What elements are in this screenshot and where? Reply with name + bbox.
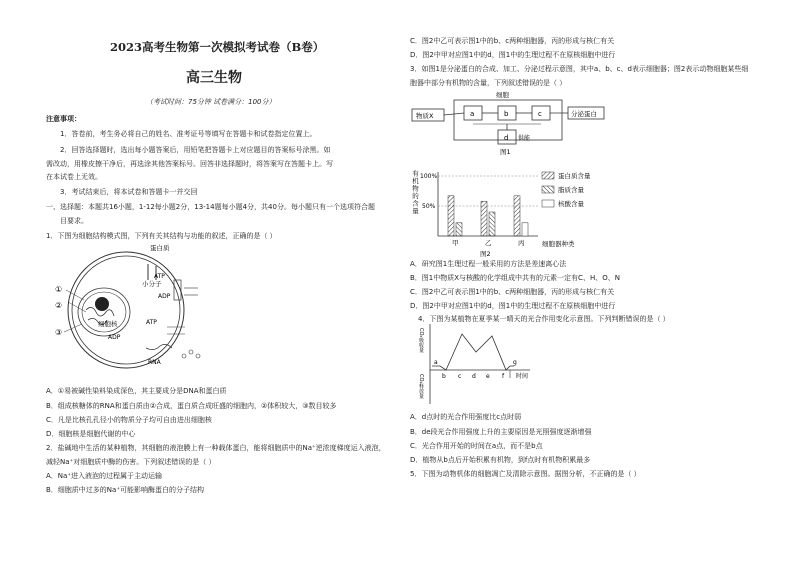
note-2b: 需改动，用橡皮擦干净后，再选涂其他答案标号。回答非选择题时，将答案写在答题卡上。写 bbox=[46, 160, 333, 168]
q4-stem: 4．下图为某植物在夏季某一晴天的光合作用变化示意图。下列判断错误的是（ ） bbox=[418, 315, 670, 323]
q5-stem: 5．下图为动物机体的细胞凋亡及清除示意图。据图分析，不正确的是（ ） bbox=[410, 470, 641, 478]
label-organelle-c: c bbox=[538, 110, 542, 118]
q2-stem-a: 2．盐碱地中生活的某种植物，其细胞的液泡膜上有一种载体蛋白，能将细胞质中的Na⁺逆浓度梯度运入液泡， bbox=[46, 444, 386, 452]
legend-nucleic-acid: 核酸含量 bbox=[558, 200, 584, 208]
q1-option-c: C．凡是比核孔孔径小的物质分子均可自由进出细胞核 bbox=[46, 416, 212, 424]
q3-stem-a: 3．如图1是分泌蛋白的合成、加工、分泌过程示意图，其中a、b、c、d表示细胞器；图2表示动物细胞某些细 bbox=[410, 65, 749, 73]
q3-option-c: C．图2中乙可表示图1中的b、c两种细胞器，丙的形成与核仁有关 bbox=[410, 288, 615, 296]
exam-subtitle: 高三生物 bbox=[186, 70, 242, 86]
q2-option-c: C．图2中乙可表示图1中的b、c两种细胞器，丙的形成与核仁有关 bbox=[410, 37, 615, 45]
bar-1-lipid bbox=[456, 223, 462, 236]
bar-3-protein bbox=[514, 196, 520, 236]
legend-lipid: 脂质含量 bbox=[558, 186, 584, 194]
bar-2-protein bbox=[481, 201, 487, 236]
cell-structure-figure bbox=[46, 240, 236, 370]
chart-xlabel: 细胞器种类 bbox=[542, 240, 575, 248]
section1-b: 目要求。 bbox=[60, 217, 88, 225]
chart-caption: 图2 bbox=[480, 250, 491, 258]
note-3: 3．考试结束后，将本试卷和答题卡一并交回 bbox=[60, 188, 198, 196]
chart-ylabel: 有机物的含量 bbox=[411, 170, 419, 215]
exam-info: （考试时间：75分钟 试卷满分：100分） bbox=[146, 98, 276, 106]
secretion-flow-figure bbox=[410, 88, 610, 158]
label-protein: 蛋白质 bbox=[150, 244, 170, 252]
notes-heading: 注意事项： bbox=[46, 115, 81, 123]
q1-option-d: D．细胞核是细胞代谢的中心 bbox=[46, 430, 136, 438]
point-e: e bbox=[486, 373, 490, 380]
q4-option-a: A．d点时的光合作用强度比c点时弱 bbox=[410, 413, 522, 421]
label-organelle-a: a bbox=[470, 110, 475, 118]
chart-legend bbox=[542, 171, 591, 208]
label-substance-x: 物质X bbox=[416, 112, 434, 120]
label-rna: RNA bbox=[148, 359, 161, 366]
q2-option-b: B．细胞质中过多的Na⁺可能影响酶蛋白的分子结构 bbox=[46, 486, 205, 494]
ytick-50: 50% bbox=[422, 203, 436, 210]
note-1: 1．答卷前，考生务必将自己的姓名、准考证号等填写在答题卡和试卷指定位置上。 bbox=[60, 130, 317, 138]
bar-3-nucleic-acid bbox=[522, 223, 528, 236]
q2-option-a: A．Na⁺进入液泡的过程属于主动运输 bbox=[46, 472, 163, 480]
q3-option-a: A．研究图1生理过程一般采用的方法是差速离心法 bbox=[410, 260, 567, 268]
q2-option-d: D．图2中甲对应图1中的d，图1中的生理过程不在原核细胞中进行 bbox=[410, 51, 616, 59]
q2-stem-b: 减轻Na⁺对细胞质中酶的伤害。下列叙述错误的是（ ） bbox=[46, 458, 216, 466]
label-adp-2: ADP bbox=[108, 334, 121, 341]
label-nucleus: 细胞核 bbox=[98, 320, 118, 328]
point-g: g bbox=[513, 359, 517, 366]
point-f: f bbox=[502, 373, 505, 380]
ytick-100: 100% bbox=[420, 173, 438, 180]
label-cell: 细胞 bbox=[496, 91, 509, 99]
label-energy: 供能 bbox=[518, 135, 531, 142]
label-circle-1: ① bbox=[55, 285, 63, 294]
photosynthesis-curve-figure bbox=[410, 322, 560, 406]
note-2c: 在本试卷上无效。 bbox=[46, 173, 102, 181]
label-atp-2: ATP bbox=[146, 319, 157, 326]
ylabel-co2-release: CO₂释放量 bbox=[418, 374, 424, 399]
ylabel-co2-absorb: CO₂吸收量 bbox=[418, 328, 424, 353]
label-secretory-protein: 分泌蛋白 bbox=[571, 110, 597, 118]
label-organelle-d: d bbox=[504, 134, 509, 142]
q4-option-c: C．光合作用开始的时间在a点，而不是b点 bbox=[410, 442, 543, 450]
legend-protein: 蛋白质含量 bbox=[558, 172, 591, 180]
point-b: b bbox=[442, 373, 446, 380]
category-label-1: 甲 bbox=[452, 239, 459, 247]
bar-2-lipid bbox=[489, 212, 495, 236]
bar-1-protein bbox=[448, 196, 454, 236]
label-organelle-b: b bbox=[504, 110, 509, 118]
q3-option-b: B．图1中物质X与核酸的化学组成中共有的元素一定有C、H、O、N bbox=[410, 274, 620, 282]
q1-stem: 1．下图为细胞结构模式图，下列有关其结构与功能的叙述，正确的是（ ） bbox=[46, 232, 277, 240]
section1-a: 一、选择题：本题共16小题，1-12每小题2分，13-14题每小题4分，共40分。每小题只有一个选项符合题 bbox=[46, 203, 375, 211]
organelle-content-chart bbox=[410, 168, 630, 258]
q1-option-a: A．①易被碱性染料染成深色，其主要成分是DNA和蛋白质 bbox=[46, 387, 227, 395]
q4-option-d: D．植物从b点后开始积累有机物，到f点时有机物积累最多 bbox=[410, 456, 591, 464]
q1-option-b: B．组成核糖体的RNA和蛋白质由②合成，蛋白质合成旺盛的细胞内，②体积较大，③数目较多 bbox=[46, 402, 337, 410]
label-atp-1: ATP bbox=[154, 273, 165, 280]
label-small-molecule: 小分子 bbox=[142, 280, 162, 288]
point-d: d bbox=[472, 373, 476, 380]
q4-option-b: B．de段光合作用强度上升的主要原因是光照强度逐渐增强 bbox=[410, 428, 592, 436]
note-2a: 2．回答选择题时，选出每小题答案后，用铅笔把答题卡上对应题目的答案标号涂黑。如 bbox=[60, 146, 331, 154]
q3-option-d: D．图2中甲对应图1中的d，图1中的生理过程不在原核细胞中进行 bbox=[410, 302, 616, 310]
q3-stem-b: 胞器中部分有机物的含量，下列叙述错误的是（ ） bbox=[410, 79, 567, 87]
label-circle-3: ③ bbox=[55, 328, 63, 337]
label-circle-2: ② bbox=[55, 301, 63, 310]
point-a: a bbox=[434, 359, 438, 366]
category-label-3: 丙 bbox=[518, 239, 525, 247]
exam-title: 2023高考生物第一次模拟考试卷（B卷） bbox=[110, 40, 325, 54]
category-label-2: 乙 bbox=[485, 239, 492, 247]
figure-1-caption: 图1 bbox=[500, 148, 511, 156]
point-c: c bbox=[458, 373, 462, 380]
xlabel-time: 时间 bbox=[516, 373, 529, 380]
label-adp-1: ADP bbox=[158, 293, 171, 300]
